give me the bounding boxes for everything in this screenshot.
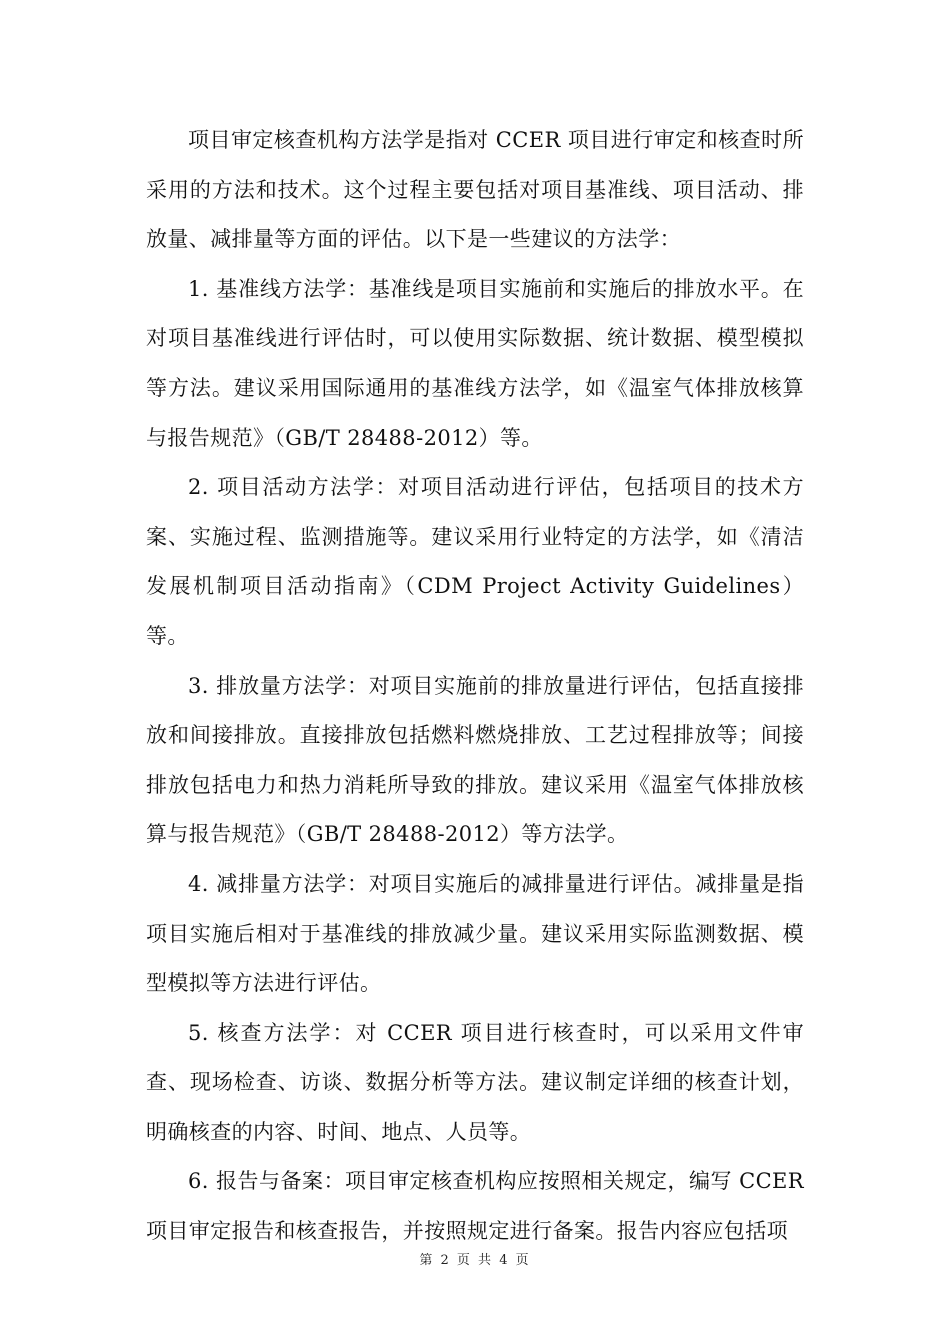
project-activity-methodology-paragraph: 2. 项目活动方法学：对项目活动进行评估，包括项目的技术方案、实施过程、监测措施等。建议采用行业特定的方法学，如《清洁发展机制项目活动指南》（CDM Project Activity Guidelines）等。 <box>146 475 804 648</box>
page-number-footer: 第 2 页 共 4 页 <box>419 1253 531 1268</box>
reduction-methodology-paragraph: 4. 减排量方法学：对项目实施后的减排量进行评估。减排量是指项目实施后相对于基准线的排放减少量。建议采用实际监测数据、模型模拟等方法进行评估。 <box>146 871 804 996</box>
verification-methodology-paragraph: 5. 核查方法学：对 CCER 项目进行核查时，可以采用文件审查、现场检查、访谈、数据分析等方法。建议制定详细的核查计划，明确核查的内容、时间、地点、人员等。 <box>146 1020 804 1144</box>
emission-methodology-paragraph: 3. 排放量方法学：对项目实施前的排放量进行评估，包括直接排放和间接排放。直接排放包括燃料燃烧排放、工艺过程排放等；间接排放包括电力和热力消耗所导致的排放。建议采用《温室气体排放核算与报告规范》（GB/T 28488-2012）等方法学。 <box>146 673 804 847</box>
document-body <box>146 116 804 1257</box>
baseline-methodology-paragraph: 1. 基准线方法学：基准线是项目实施前和实施后的排放水平。在对项目基准线进行评估时，可以使用实际数据、统计数据、模型模拟等方法。建议采用国际通用的基准线方法学，如《温室气体排放核算与报告规范》（GB/T 28488-2012）等。 <box>146 276 804 450</box>
report-filing-paragraph: 6. 报告与备案：项目审定核查机构应按照相关规定，编写 CCER 项目审定报告和核查报告，并按照规定进行备案。报告内容应包括项 <box>146 1169 804 1244</box>
intro-paragraph: 项目审定核查机构方法学是指对 CCER 项目进行审定和核查时所采用的方法和技术。这个过程主要包括对项目基准线、项目活动、排放量、减排量等方面的评估。以下是一些建议的方法学： <box>146 128 804 252</box>
